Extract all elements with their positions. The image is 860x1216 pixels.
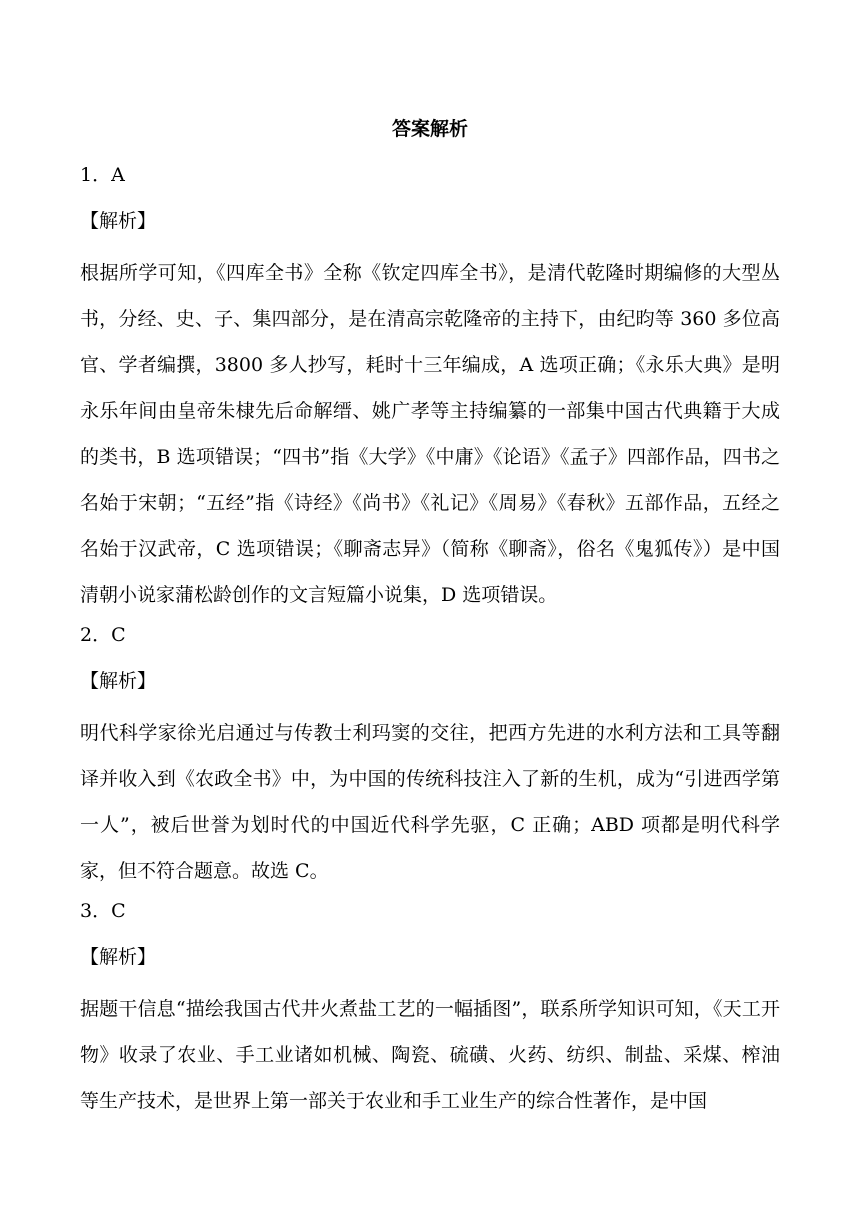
analysis-tag: 【解析】 bbox=[80, 670, 157, 692]
question-number: 1．A bbox=[80, 164, 125, 186]
analysis-tag: 【解析】 bbox=[80, 946, 157, 968]
question-number: 3．C bbox=[80, 900, 126, 922]
question-block-3 bbox=[80, 894, 780, 1124]
answer-document bbox=[80, 112, 780, 1124]
analysis-text: 明代科学家徐光启通过与传教士利玛窦的交往，把西方先进的水利方法和工具等翻译并收入到《农政全书》中，为中国的传统科技注入了新的生机，成为“引进西学第一人”，被后世誉为划时代的中国近代科学先驱，C 正确；ABD 项都是明代科学家，但不符合题意。故选 C。 bbox=[80, 722, 780, 882]
analysis-text: 据题干信息“描绘我国古代井火煮盐工艺的一幅插图”，联系所学知识可知，《天工开物》收录了农业、手工业诸如机械、陶瓷、硫磺、火药、纺织、制盐、采煤、榨油等生产技术，是世界上第一部关于农业和手工业生产的综合性著作，是中国 bbox=[80, 998, 780, 1112]
analysis-text: 根据所学可知，《四库全书》全称《钦定四库全书》，是清代乾隆时期编修的大型丛书，分经、史、子、集四部分，是在清高宗乾隆帝的主持下，由纪昀等 360 多位高官、学者编撰，3800 多人抄写，耗时十三年编成，A 选项正确；《永乐大典》是明永乐年间由皇帝朱棣先后命解缙、姚广孝等主持编纂的一部集中国古代典籍于大成的类书，B 选项错误；“四书”指《大学》《中庸》《论语》《孟子》四部作品，四书之名始于宋朝；“五经”指《诗经》《尚书》《礼记》《周易》《春秋》五部作品，五经之名始于汉武帝，C 选项错误；《聊斋志异》（简称《聊斋》，俗名《鬼狐传》）是中国清朝小说家蒲松龄创作的文言短篇小说集，D 选项错误。 bbox=[80, 262, 780, 606]
question-block-2 bbox=[80, 618, 780, 894]
page-title: 答案解析 bbox=[391, 118, 468, 140]
question-block-1 bbox=[80, 158, 780, 618]
analysis-tag: 【解析】 bbox=[80, 210, 157, 232]
question-number: 2．C bbox=[80, 624, 126, 646]
